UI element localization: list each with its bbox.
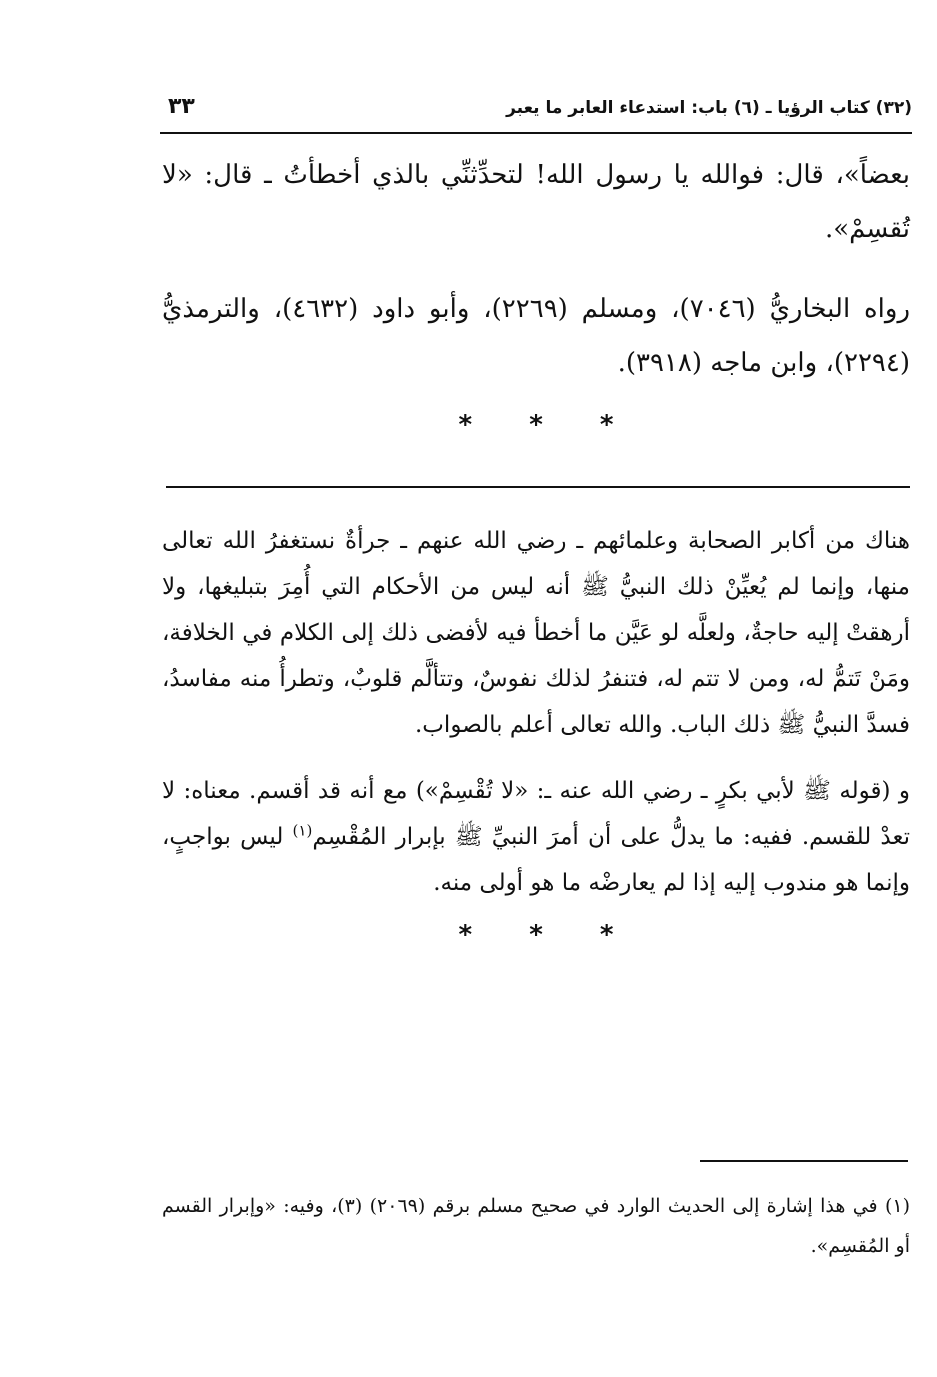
- section-separator: * * *: [458, 410, 614, 440]
- commentary-paragraph-2: [162, 768, 910, 906]
- footnote-reference: (١): [292, 821, 313, 840]
- paragraph-2-text-end: ليس بواجبٍ، وإنما هو مندوب إليه إذا لم يعارضْه ما هو أولى منه.: [162, 824, 910, 896]
- paragraph-2-text-start: و (قوله ﷺ لأبي بكرٍ ـ رضي الله عنه ـ: «لا تُقْسِمْ») مع أنه قد أقسم. معناه: لا تعدْ للقسم. ففيه: ما يدلُّ على أن أمرَ النبيِّ ﷺ بإبرار المُقْسِم: [162, 778, 910, 850]
- hadith-text: بعضاً»، قال: فوالله يا رسول الله! لتحدِّثنِّي بالذي أخطأتُ ـ قال: «لا تُقسِمْ».: [162, 160, 910, 244]
- page-number: ٣٣: [168, 94, 195, 119]
- commentary-paragraph-1: هناك من أكابر الصحابة وعلمائهم ـ رضي الله عنهم ـ جرأةٌ نستغفرُ الله تعالى منها، وإنما لم يُعيِّنْ ذلك النبيُّ ﷺ أنه ليس من الأحكام التي أُمِرَ بتبليغها، ولا أرهقتْ إليه حاجةٌ، ولعلَّه لو عَيَّن ما أخطأ فيه لأفضى ذلك إلى الكلام في الخلافة، ومَنْ تَتمُّ له، ومن لا تتم له، فتنفرُ لذلك نفوسٌ، وتتألَّم قلوبٌ، وتطرأُ منه مفاسدُ، فسدَّ النبيُّ ﷺ ذلك الباب. والله تعالى أعلم بالصواب.: [162, 528, 910, 738]
- footnote-text: (١) في هذا إشارة إلى الحديث الوارد في صحيح مسلم برقم (٢٠٦٩) (٣)، وفيه: «وإبرار القسم أو المُقسِم».: [162, 1195, 910, 1257]
- running-header: [160, 94, 912, 134]
- section-separator-2: * * *: [458, 920, 614, 950]
- chapter-title: (٣٢) كتاب الرؤيا ـ (٦) باب: استدعاء العابر ما يعبر: [506, 98, 912, 118]
- commentary-divider: [166, 486, 910, 488]
- hadith-takhrij: رواه البخاريُّ (٧٠٤٦)، ومسلم (٢٢٦٩)، وأبو داود (٤٦٣٢)، والترمذيُّ (٢٢٩٤)، وابن ماجه (٣٩١٨).: [162, 294, 911, 378]
- footnote-divider: [700, 1160, 908, 1162]
